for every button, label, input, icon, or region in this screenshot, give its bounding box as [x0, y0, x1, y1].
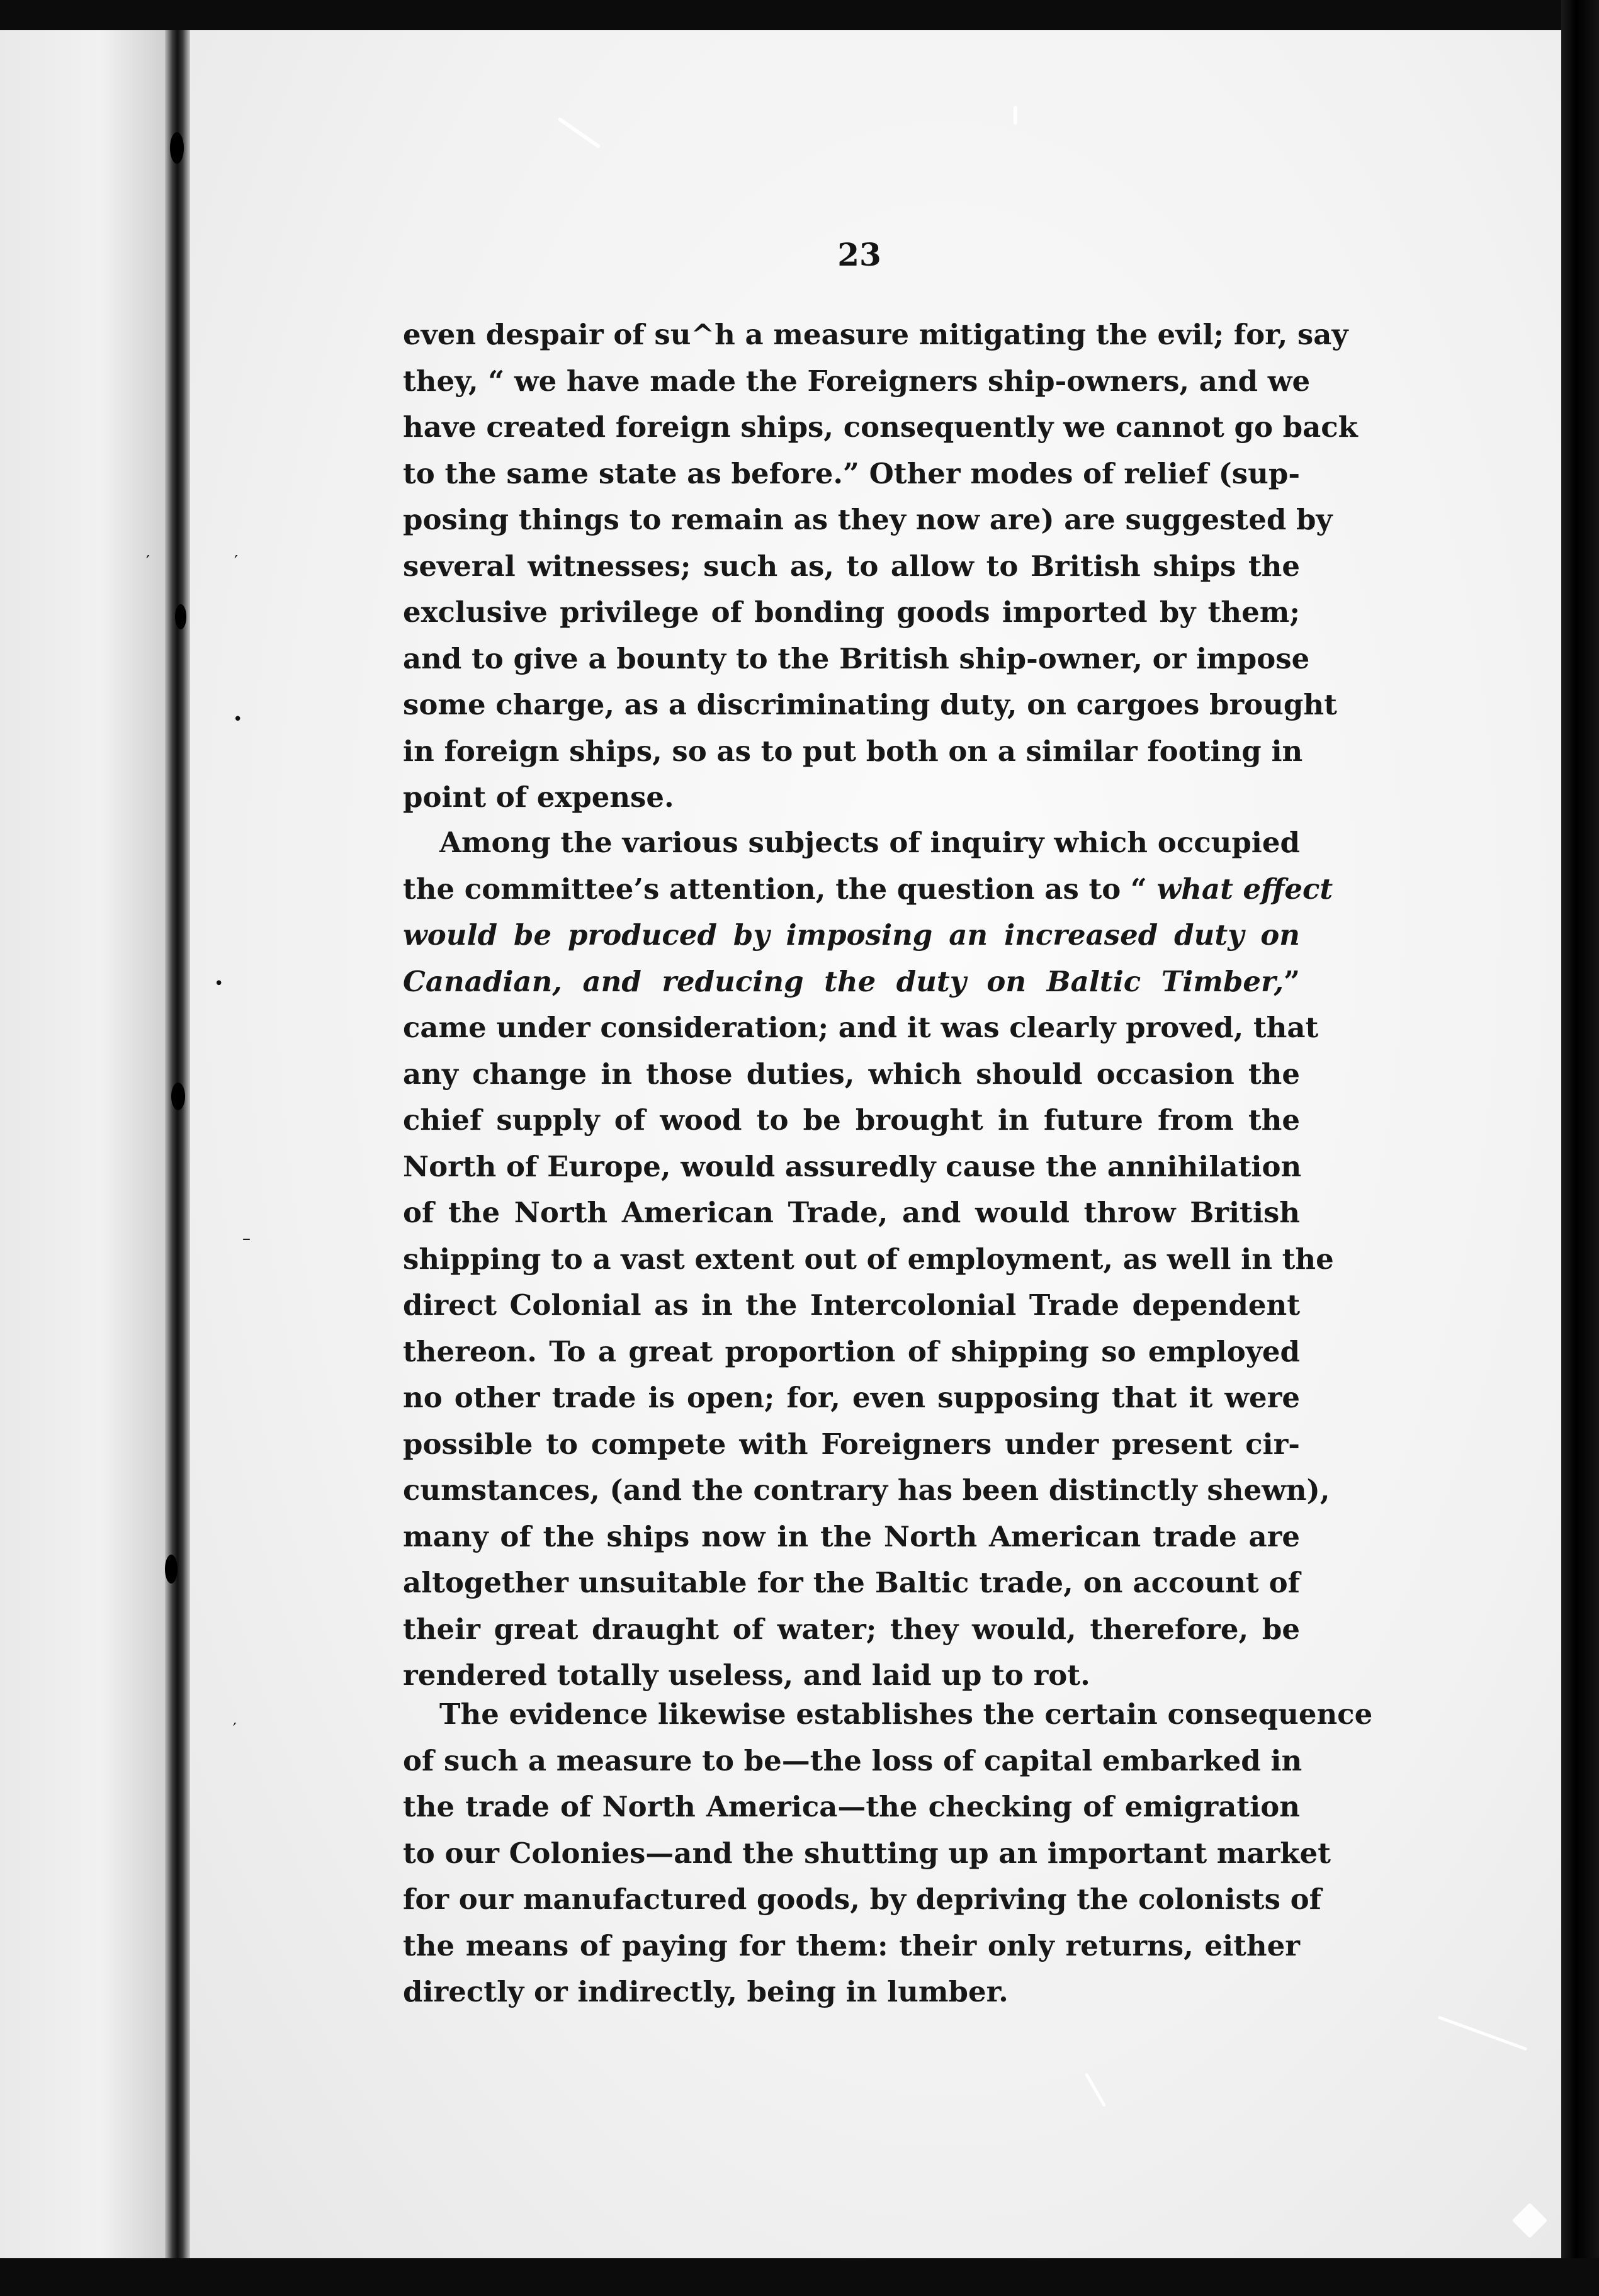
text-line: exclusive privilege of bonding goods imported by them;: [403, 595, 1300, 629]
text-line: to our Colonies—and the shutting up an important market: [403, 1836, 1331, 1870]
text-line: for our manufactured goods, by depriving the colonists of: [403, 1882, 1321, 1916]
text-line: their great draught of water; they would, therefore, be: [403, 1612, 1300, 1646]
text-line: Among the various subjects of inquiry which occupied: [439, 826, 1300, 859]
text-line: chief supply of wood to be brought in future from the: [403, 1103, 1300, 1137]
facing-page-edge: [0, 30, 169, 2258]
margin-mark: •: [214, 974, 224, 993]
text-line: North of Europe, would assuredly cause the annihilation: [403, 1149, 1302, 1183]
text-line: shipping to a vast extent out of employment, as well in the: [403, 1242, 1334, 1276]
binding-thread: [170, 132, 184, 164]
text-line: they, “ we have made the Foreigners ship-owners, and we: [403, 364, 1311, 398]
scan-border-top: [0, 0, 1599, 31]
text-line: directly or indirectly, being in lumber.: [403, 1975, 1009, 2008]
text-line: came under consideration; and it was clearly proved, that: [403, 1011, 1319, 1044]
italic-quote: what effect: [1156, 872, 1333, 906]
text-line: have created foreign ships, consequently we cannot go back: [403, 410, 1358, 444]
text-line: possible to compete with Foreigners under present cir-: [403, 1427, 1300, 1461]
scan-speck: [1014, 106, 1017, 125]
text-line: The evidence likewise establishes the certain consequence: [439, 1697, 1373, 1731]
text-line: altogether unsuitable for the Baltic trade, on account of: [403, 1566, 1300, 1599]
scan-speck: [1512, 2203, 1548, 2239]
margin-mark: •: [233, 710, 243, 729]
book-gutter: [165, 30, 190, 2258]
margin-mark: –: [242, 1229, 251, 1248]
paragraph-1: [403, 312, 1358, 821]
text-fragment: ”: [1284, 964, 1300, 998]
text-line: in foreign ships, so as to put both on a similar footing in: [403, 734, 1303, 768]
text-fragment: the committee’s attention, the question as to “: [403, 872, 1157, 906]
text-line: of such a measure to be—the loss of capital embarked in: [403, 1743, 1302, 1777]
text-line: and to give a bounty to the British ship-owner, or impose: [403, 641, 1310, 675]
text-line: the trade of North America—the checking of emigration: [403, 1790, 1300, 1823]
text-line: to the same state as before.” Other modes of relief (sup-: [403, 456, 1300, 490]
margin-mark: ′: [146, 553, 150, 571]
text-line-with-italic: [403, 866, 1333, 913]
binding-thread: [175, 604, 186, 629]
margin-mark: ′: [234, 553, 238, 571]
page-number: 23: [837, 236, 881, 273]
text-line: many of the ships now in the North American trade are: [403, 1519, 1300, 1553]
margin-mark: ′: [233, 1720, 237, 1739]
text-line: posing things to remain as they now are) are suggested by: [403, 503, 1333, 536]
binding-thread: [171, 1083, 185, 1110]
text-line: of the North American Trade, and would throw British: [403, 1196, 1300, 1229]
text-line: point of expense.: [403, 780, 674, 814]
text-line-italic: [403, 912, 1300, 959]
scan-speck: [1085, 2073, 1106, 2107]
text-line: cumstances, (and the contrary has been distinctly shewn),: [403, 1473, 1330, 1507]
text-line: the means of paying for them: their only returns, either: [403, 1928, 1300, 1962]
scan-border-bottom: [0, 2258, 1599, 2296]
text-line: even despair of su^h a measure mitigating the evil; for, say: [403, 318, 1348, 351]
binding-thread: [165, 1555, 178, 1584]
italic-quote: would be produced by imposing an increased duty on: [403, 918, 1300, 952]
text-line: any change in those duties, which should occasion the: [403, 1057, 1300, 1091]
text-line: rendered totally useless, and laid up to rot.: [403, 1658, 1090, 1692]
text-line: thereon. To a great proportion of shipping so employed: [403, 1334, 1300, 1368]
scan-speck: [1438, 2015, 1528, 2051]
text-line: no other trade is open; for, even supposing that it were: [403, 1381, 1300, 1414]
scan-border-right: [1561, 0, 1599, 2296]
text-line: direct Colonial as in the Intercolonial Trade dependent: [403, 1288, 1300, 1322]
text-line: some charge, as a discriminating duty, on cargoes brought: [403, 688, 1337, 721]
paragraph-3: [403, 1691, 1373, 2015]
text-line-italic: [403, 959, 1300, 1005]
italic-quote: Canadian, and reducing the duty on Baltic Timber,: [403, 964, 1284, 998]
text-line: several witnesses; such as, to allow to British ships the: [403, 549, 1300, 583]
paragraph-2: [403, 819, 1334, 1699]
scan-speck: [558, 117, 601, 149]
